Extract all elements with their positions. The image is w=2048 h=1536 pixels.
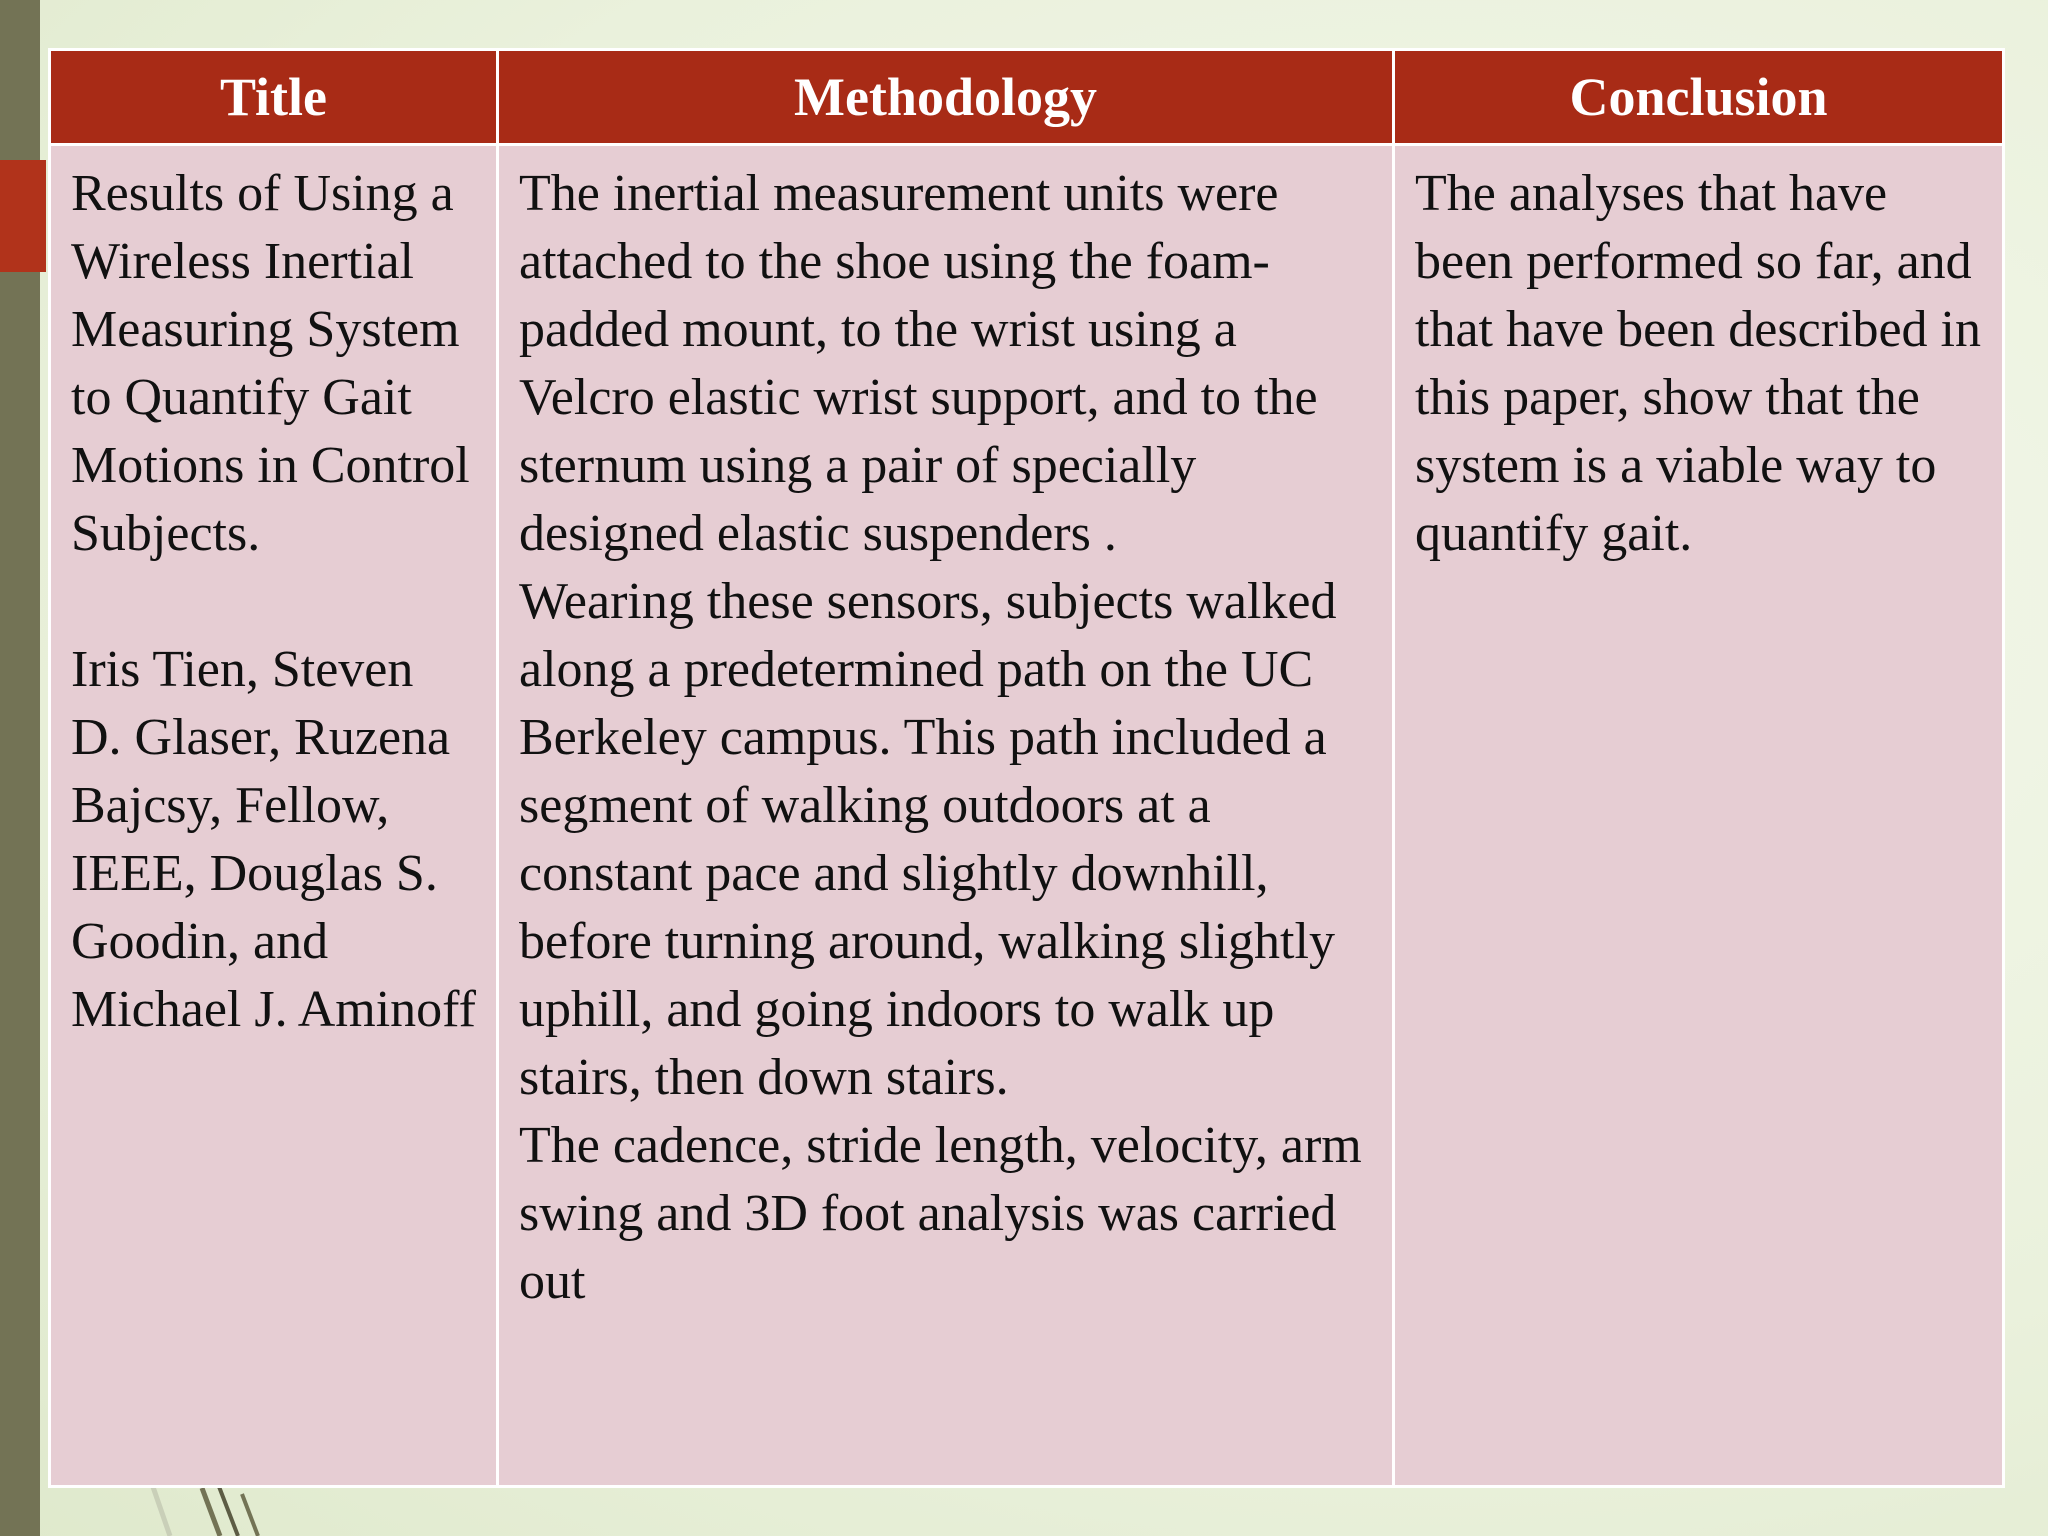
literature-review-table bbox=[48, 48, 2005, 1488]
methodology-cell bbox=[498, 145, 1394, 1487]
paper-title: Results of Using a Wireless Inertial Measuring System to Quantify Gait Motions in Control Subjects. bbox=[71, 165, 470, 562]
methodology-paragraph-3: The cadence, stride length, velocity, arm swing and 3D foot analysis was carried out bbox=[519, 1117, 1362, 1310]
side-accent-decoration bbox=[0, 160, 46, 272]
paper-authors: Iris Tien, Steven D. Glaser, Ruzena Bajcsy, Fellow, IEEE, Douglas S. Goodin, and Michael J. Aminoff bbox=[71, 641, 476, 1038]
header-row bbox=[50, 50, 2004, 145]
header-conclusion: Conclusion bbox=[1394, 50, 2004, 145]
conclusion-text: The analyses that have been performed so far, and that have been described in this paper, show that the system is a viable way to quantify gait. bbox=[1415, 165, 1981, 562]
header-title: Title bbox=[50, 50, 498, 145]
table-row bbox=[50, 145, 2004, 1487]
methodology-paragraph-2: Wearing these sensors, subjects walked along a predetermined path on the UC Berkeley campus. This path included a segment of walking outdoors at a constant pace and slightly downhill, before turning around, walking slightly uphill, and going indoors to walk up stairs, then down stairs. bbox=[519, 573, 1337, 1106]
conclusion-cell bbox=[1394, 145, 2004, 1487]
spacer bbox=[71, 568, 476, 636]
header-methodology: Methodology bbox=[498, 50, 1394, 145]
decorative-lines bbox=[140, 1480, 300, 1536]
methodology-paragraph-1: The inertial measurement units were attached to the shoe using the foam-padded mount, to the wrist using a Velcro elastic wrist support, and to the sternum using a pair of specially designed elastic suspenders . bbox=[519, 165, 1318, 562]
title-cell bbox=[50, 145, 498, 1487]
